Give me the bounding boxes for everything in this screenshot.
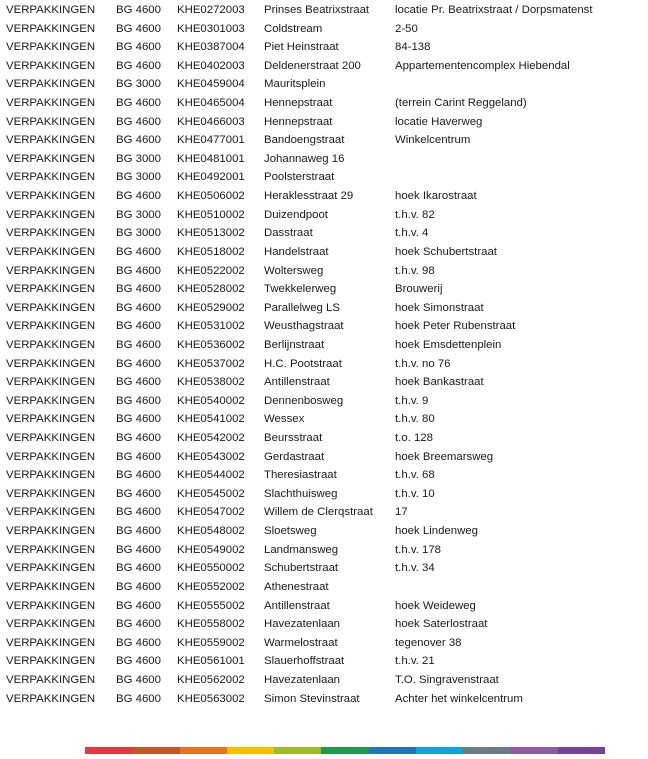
container-capacity: BG 4600 [116, 115, 161, 128]
color-band-segment [180, 747, 227, 754]
color-band-segment [321, 747, 368, 754]
container-type: VERPAKKINGEN [6, 78, 96, 91]
location-note: hoek Weideweg [395, 599, 476, 612]
container-type: VERPAKKINGEN [6, 208, 96, 221]
location-note: t.h.v. 9 [395, 394, 429, 407]
container-code: KHE0459004 [177, 78, 245, 91]
location-note: t.h.v. 80 [395, 413, 435, 426]
location-note [395, 150, 642, 169]
location-street: Simon Stevinstraat [264, 692, 360, 705]
location-note: t.h.v. 4 [395, 227, 429, 240]
table-row [6, 317, 642, 336]
container-code: KHE0561001 [177, 655, 245, 668]
location-street: Hennepstraat [264, 115, 333, 128]
location-street: Schubertstraat [264, 562, 339, 575]
location-note: hoek Lindenweg [395, 525, 478, 538]
location-note [395, 75, 642, 94]
location-note: t.h.v. 82 [395, 208, 435, 221]
location-note: hoek Saterlostraat [395, 618, 488, 631]
container-code: KHE0543002 [177, 450, 245, 463]
location-street: Poolsterstraat [264, 171, 335, 184]
container-capacity: BG 4600 [116, 618, 161, 631]
container-capacity: BG 4600 [116, 673, 161, 686]
container-code: KHE0563002 [177, 692, 245, 705]
location-note: hoek Bankastraat [395, 376, 484, 389]
container-code: KHE0558002 [177, 618, 245, 631]
container-code: KHE0466003 [177, 115, 245, 128]
container-capacity: BG 4600 [116, 41, 161, 54]
table-row [6, 262, 642, 281]
container-capacity: BG 4600 [116, 599, 161, 612]
location-note: Winkelcentrum [395, 134, 471, 147]
color-band-segment [132, 747, 179, 754]
color-band-segment [227, 747, 274, 754]
container-capacity: BG 4600 [116, 394, 161, 407]
location-street: Slachthuisweg [264, 487, 338, 500]
container-code: KHE0477001 [177, 134, 245, 147]
table-row [6, 113, 642, 132]
container-code: KHE0541002 [177, 413, 245, 426]
container-code: KHE0550002 [177, 562, 245, 575]
container-type: VERPAKKINGEN [6, 301, 96, 314]
container-code: KHE0555002 [177, 599, 245, 612]
container-capacity: BG 4600 [116, 245, 161, 258]
container-type: VERPAKKINGEN [6, 432, 96, 445]
container-capacity: BG 4600 [116, 432, 161, 445]
container-type: VERPAKKINGEN [6, 562, 96, 575]
color-band-segment [510, 747, 557, 754]
container-capacity: BG 3000 [116, 227, 161, 240]
container-type: VERPAKKINGEN [6, 673, 96, 686]
table-row [6, 1, 642, 20]
table-row [6, 20, 642, 39]
container-capacity: BG 4600 [116, 413, 161, 426]
container-type: VERPAKKINGEN [6, 450, 96, 463]
container-type: VERPAKKINGEN [6, 487, 96, 500]
container-code: KHE0387004 [177, 41, 245, 54]
container-capacity: BG 4600 [116, 543, 161, 556]
container-code: KHE0465004 [177, 97, 245, 110]
location-note: Achter het winkelcentrum [395, 692, 523, 705]
container-code: KHE0529002 [177, 301, 245, 314]
location-note: locatie Haverweg [395, 115, 483, 128]
location-street: Antillenstraat [264, 599, 330, 612]
container-type: VERPAKKINGEN [6, 394, 96, 407]
container-code: KHE0528002 [177, 283, 245, 296]
container-capacity: BG 4600 [116, 264, 161, 277]
table-row [6, 168, 642, 187]
decorative-color-band [85, 747, 605, 754]
location-street: H.C. Pootstraat [264, 357, 342, 370]
table-row [6, 75, 642, 94]
container-type: VERPAKKINGEN [6, 543, 96, 556]
container-type: VERPAKKINGEN [6, 525, 96, 538]
location-street: Landmansweg [264, 543, 339, 556]
color-band-segment [463, 747, 510, 754]
table-row [6, 671, 642, 690]
table-row [6, 410, 642, 429]
table-row [6, 150, 642, 169]
table-row [6, 243, 642, 262]
location-street: Mauritsplein [264, 78, 326, 91]
location-street: Sloetsweg [264, 525, 317, 538]
table-row [6, 131, 642, 150]
container-type: VERPAKKINGEN [6, 692, 96, 705]
location-street: Prinses Beatrixstraat [264, 4, 370, 16]
container-type: VERPAKKINGEN [6, 580, 96, 593]
container-capacity: BG 4600 [116, 320, 161, 333]
location-street: Berlijnstraat [264, 338, 325, 351]
location-note: locatie Pr. Beatrixstraat / Dorpsmatenst [395, 4, 593, 16]
location-note: 84-138 [395, 41, 431, 54]
location-note: Appartementencomplex Hiebendal [395, 59, 570, 72]
container-type: VERPAKKINGEN [6, 22, 96, 35]
container-type: VERPAKKINGEN [6, 227, 96, 240]
container-code: KHE0402003 [177, 59, 245, 72]
container-type: VERPAKKINGEN [6, 115, 96, 128]
table-row [6, 187, 642, 206]
container-capacity: BG 4600 [116, 525, 161, 538]
table-row [6, 392, 642, 411]
container-code: KHE0481001 [177, 152, 245, 165]
location-street: Havezatenlaan [264, 673, 340, 686]
container-capacity: BG 4600 [116, 376, 161, 389]
color-band-segment [85, 747, 132, 754]
container-capacity: BG 4600 [116, 469, 161, 482]
location-street: Heraklesstraat 29 [264, 190, 354, 203]
container-capacity: BG 4600 [116, 97, 161, 110]
container-capacity: BG 4600 [116, 283, 161, 296]
container-type: VERPAKKINGEN [6, 152, 96, 165]
container-code: KHE0559002 [177, 636, 245, 649]
table-row [6, 559, 642, 578]
location-street: Deldenerstraat 200 [264, 59, 361, 72]
location-note: t.h.v. 68 [395, 469, 435, 482]
container-type: VERPAKKINGEN [6, 506, 96, 519]
container-code: KHE0510002 [177, 208, 245, 221]
container-code: KHE0492001 [177, 171, 245, 184]
location-note: t.o. 128 [395, 432, 433, 445]
table-row [6, 429, 642, 448]
container-capacity: BG 4600 [116, 580, 161, 593]
location-note [395, 578, 642, 597]
container-capacity: BG 4600 [116, 190, 161, 203]
color-band-segment [274, 747, 321, 754]
location-note: hoek Emsdettenplein [395, 338, 502, 351]
location-note: t.h.v. 21 [395, 655, 435, 668]
location-note: (terrein Carint Reggeland) [395, 97, 527, 110]
location-street: Dennenbosweg [264, 394, 344, 407]
container-capacity: BG 4600 [116, 357, 161, 370]
container-capacity: BG 4600 [116, 692, 161, 705]
location-street: Dasstraat [264, 227, 313, 240]
container-code: KHE0531002 [177, 320, 245, 333]
location-street: Hennepstraat [264, 97, 333, 110]
container-code: KHE0518002 [177, 245, 245, 258]
container-code: KHE0542002 [177, 432, 245, 445]
table-row [6, 503, 642, 522]
container-code: KHE0548002 [177, 525, 245, 538]
container-code: KHE0540002 [177, 394, 245, 407]
location-street: Athenestraat [264, 580, 329, 593]
location-street: Willem de Clerqstraat [264, 506, 373, 519]
location-street: Woltersweg [264, 264, 324, 277]
table-row [6, 336, 642, 355]
location-note: t.h.v. 10 [395, 487, 435, 500]
container-type: VERPAKKINGEN [6, 97, 96, 110]
container-code: KHE0522002 [177, 264, 245, 277]
container-code: KHE0272003 [177, 4, 245, 16]
container-code: KHE0547002 [177, 506, 245, 519]
container-type: VERPAKKINGEN [6, 469, 96, 482]
location-note: hoek Peter Rubenstraat [395, 320, 516, 333]
container-capacity: BG 3000 [116, 171, 161, 184]
table-row [6, 57, 642, 76]
container-capacity: BG 3000 [116, 78, 161, 91]
container-capacity: BG 4600 [116, 338, 161, 351]
location-note: 2-50 [395, 22, 418, 35]
table-row [6, 578, 642, 597]
container-capacity: BG 4600 [116, 655, 161, 668]
container-code: KHE0562002 [177, 673, 245, 686]
container-code: KHE0545002 [177, 487, 245, 500]
container-capacity: BG 4600 [116, 450, 161, 463]
container-type: VERPAKKINGEN [6, 283, 96, 296]
location-street: Antillenstraat [264, 376, 330, 389]
table-row [6, 485, 642, 504]
container-type: VERPAKKINGEN [6, 134, 96, 147]
location-street: Parallelweg LS [264, 301, 340, 314]
location-street: Weusthagstraat [264, 320, 344, 333]
table-row [6, 522, 642, 541]
location-street: Piet Heinstraat [264, 41, 339, 54]
location-street: Theresiastraat [264, 469, 337, 482]
table-row [6, 466, 642, 485]
container-capacity: BG 4600 [116, 487, 161, 500]
color-band-segment [369, 747, 416, 754]
location-street: Beursstraat [264, 432, 323, 445]
container-capacity: BG 3000 [116, 152, 161, 165]
container-capacity: BG 4600 [116, 506, 161, 519]
location-street: Havezatenlaan [264, 618, 340, 631]
container-type: VERPAKKINGEN [6, 338, 96, 351]
container-type: VERPAKKINGEN [6, 376, 96, 389]
container-code: KHE0506002 [177, 190, 245, 203]
location-note: t.h.v. 178 [395, 543, 442, 556]
container-code: KHE0552002 [177, 580, 245, 593]
container-type: VERPAKKINGEN [6, 618, 96, 631]
location-note: t.h.v. 34 [395, 562, 435, 575]
container-code: KHE0536002 [177, 338, 245, 351]
table-row [6, 38, 642, 57]
table-row [6, 280, 642, 299]
table-row [6, 448, 642, 467]
location-note: t.h.v. 98 [395, 264, 435, 277]
table-row [6, 206, 642, 225]
container-code: KHE0538002 [177, 376, 245, 389]
container-type: VERPAKKINGEN [6, 264, 96, 277]
container-type: VERPAKKINGEN [6, 320, 96, 333]
container-capacity: BG 4600 [116, 301, 161, 314]
container-type: VERPAKKINGEN [6, 357, 96, 370]
location-street: Gerdastraat [264, 450, 325, 463]
location-street: Johannaweg 16 [264, 152, 345, 165]
container-type: VERPAKKINGEN [6, 413, 96, 426]
table-row [6, 355, 642, 374]
location-street: Duizendpoot [264, 208, 328, 221]
container-capacity: BG 4600 [116, 22, 161, 35]
location-note: 17 [395, 506, 408, 519]
container-type: VERPAKKINGEN [6, 599, 96, 612]
location-note: hoek Breemarsweg [395, 450, 494, 463]
container-code: KHE0301003 [177, 22, 245, 35]
table-row [6, 615, 642, 634]
location-note: tegenover 38 [395, 636, 462, 649]
location-note: T.O. Singravenstraat [395, 673, 499, 686]
location-street: Handelstraat [264, 245, 329, 258]
location-street: Wessex [264, 413, 305, 426]
container-list [6, 1, 642, 708]
container-code: KHE0513002 [177, 227, 245, 240]
location-street: Coldstream [264, 22, 323, 35]
location-street: Warmelostraat [264, 636, 338, 649]
container-code: KHE0549002 [177, 543, 245, 556]
container-capacity: BG 4600 [116, 134, 161, 147]
container-capacity: BG 4600 [116, 636, 161, 649]
location-note: hoek Schubertstraat [395, 245, 497, 258]
color-band-segment [416, 747, 463, 754]
table-row [6, 224, 642, 243]
container-capacity: BG 3000 [116, 208, 161, 221]
location-street: Slauerhoffstraat [264, 655, 345, 668]
table-row [6, 634, 642, 653]
container-type: VERPAKKINGEN [6, 655, 96, 668]
container-type: VERPAKKINGEN [6, 4, 96, 16]
table-row [6, 94, 642, 113]
location-street: Bandoengstraat [264, 134, 345, 147]
container-capacity: BG 4600 [116, 562, 161, 575]
location-note: hoek Ikarostraat [395, 190, 477, 203]
container-code: KHE0537002 [177, 357, 245, 370]
table-row [6, 299, 642, 318]
container-type: VERPAKKINGEN [6, 190, 96, 203]
table-row [6, 541, 642, 560]
container-type: VERPAKKINGEN [6, 636, 96, 649]
table-row [6, 690, 642, 709]
location-note: hoek Simonstraat [395, 301, 484, 314]
container-type: VERPAKKINGEN [6, 245, 96, 258]
color-band-segment [558, 747, 605, 754]
table-row [6, 373, 642, 392]
location-note [395, 168, 642, 187]
location-note: Brouwerij [395, 283, 443, 296]
location-note: t.h.v. no 76 [395, 357, 451, 370]
container-code: KHE0544002 [177, 469, 245, 482]
container-type: VERPAKKINGEN [6, 171, 96, 184]
container-type: VERPAKKINGEN [6, 59, 96, 72]
table-row [6, 652, 642, 671]
container-capacity: BG 4600 [116, 4, 161, 16]
table-row [6, 597, 642, 616]
container-capacity: BG 4600 [116, 59, 161, 72]
location-street: Twekkelerweg [264, 283, 337, 296]
container-type: VERPAKKINGEN [6, 41, 96, 54]
